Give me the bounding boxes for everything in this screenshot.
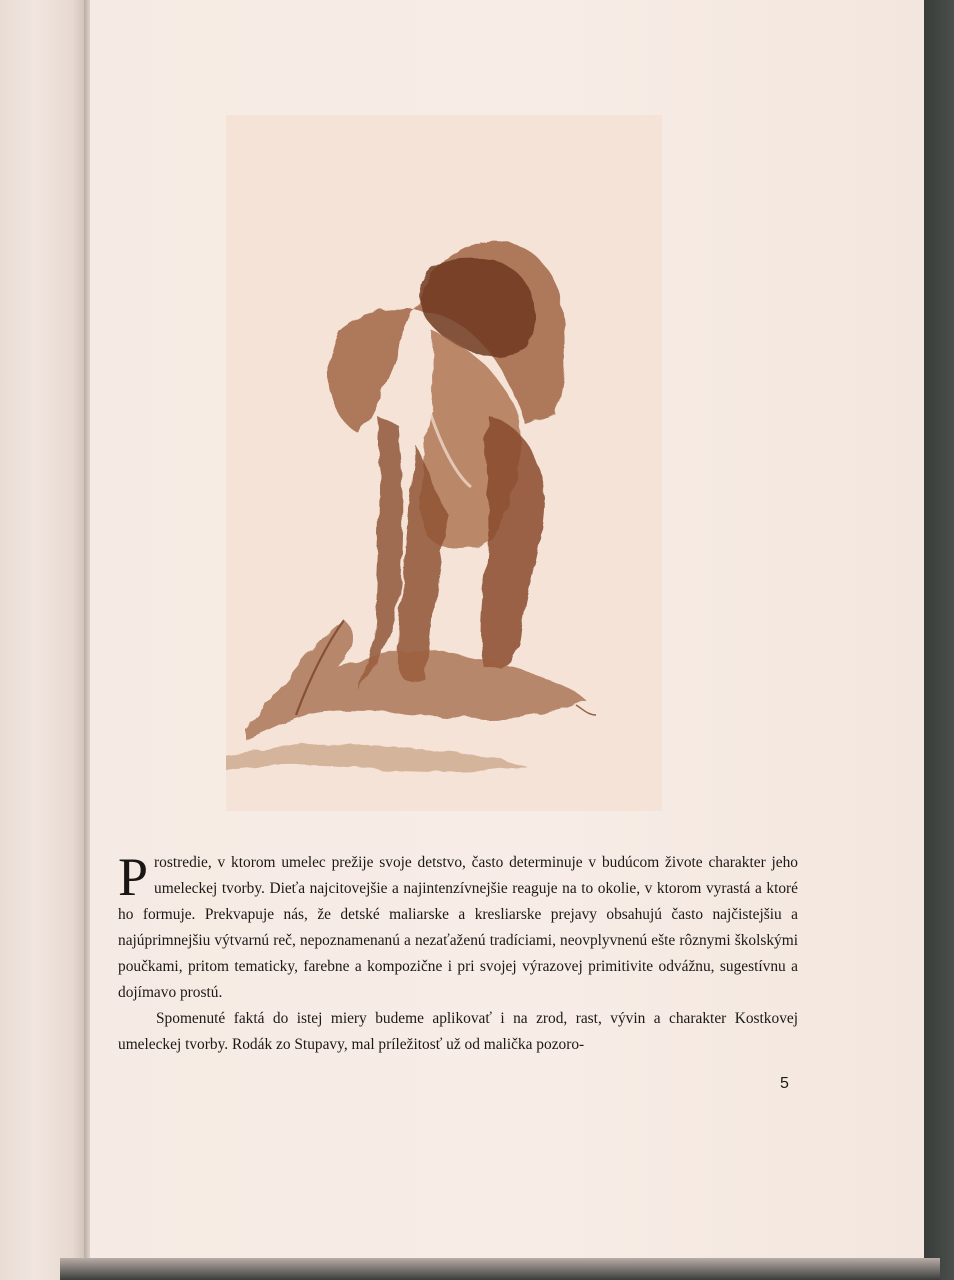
- figure-wash: [226, 240, 586, 772]
- illustration-plate: [226, 115, 662, 811]
- book-gutter: [84, 0, 90, 1280]
- drop-cap: P: [118, 847, 149, 907]
- facing-page-edge: [0, 0, 86, 1280]
- body-text: [118, 847, 798, 1058]
- paragraph-2: Spomenuté faktá do istej miery budeme aplikovať i na zrod, rast, vývin a charakter Kostkovej umeleckej tvorby. Rodák zo Stupavy, mal príležitosť už od malička pozoro-: [118, 1010, 798, 1053]
- page-number: 5: [780, 1075, 789, 1092]
- page-bottom-shadow: [60, 1258, 940, 1280]
- ink-line: [576, 705, 596, 715]
- figure-drawing-icon: [226, 115, 662, 811]
- paragraph-1-text: rostredie, v ktorom umelec prežije svoje detstvo, často determinuje v budúcom živote charakter jeho umeleckej tvorby. Dieťa najcitovejšie a najintenzívnejšie reaguje na to okolie, v ktorom vyrastá a ktoré ho formuje. Prekvapuje nás, že detské maliarske a kresliarske prejavy obsahujú často najčistejšiu a najúprimnejšiu výtvarnú reč, nepoznamenanú a nezaťaženú tradíciami, neovplyvnenú ešte rôznymi školskými poučkami, pritom tematicky, farebne a kompozične i pri svojej výrazovej primitivite odvážnu, sugestívnu a dojímavo prostú.: [118, 854, 798, 1001]
- paragraph-1: [118, 847, 798, 1006]
